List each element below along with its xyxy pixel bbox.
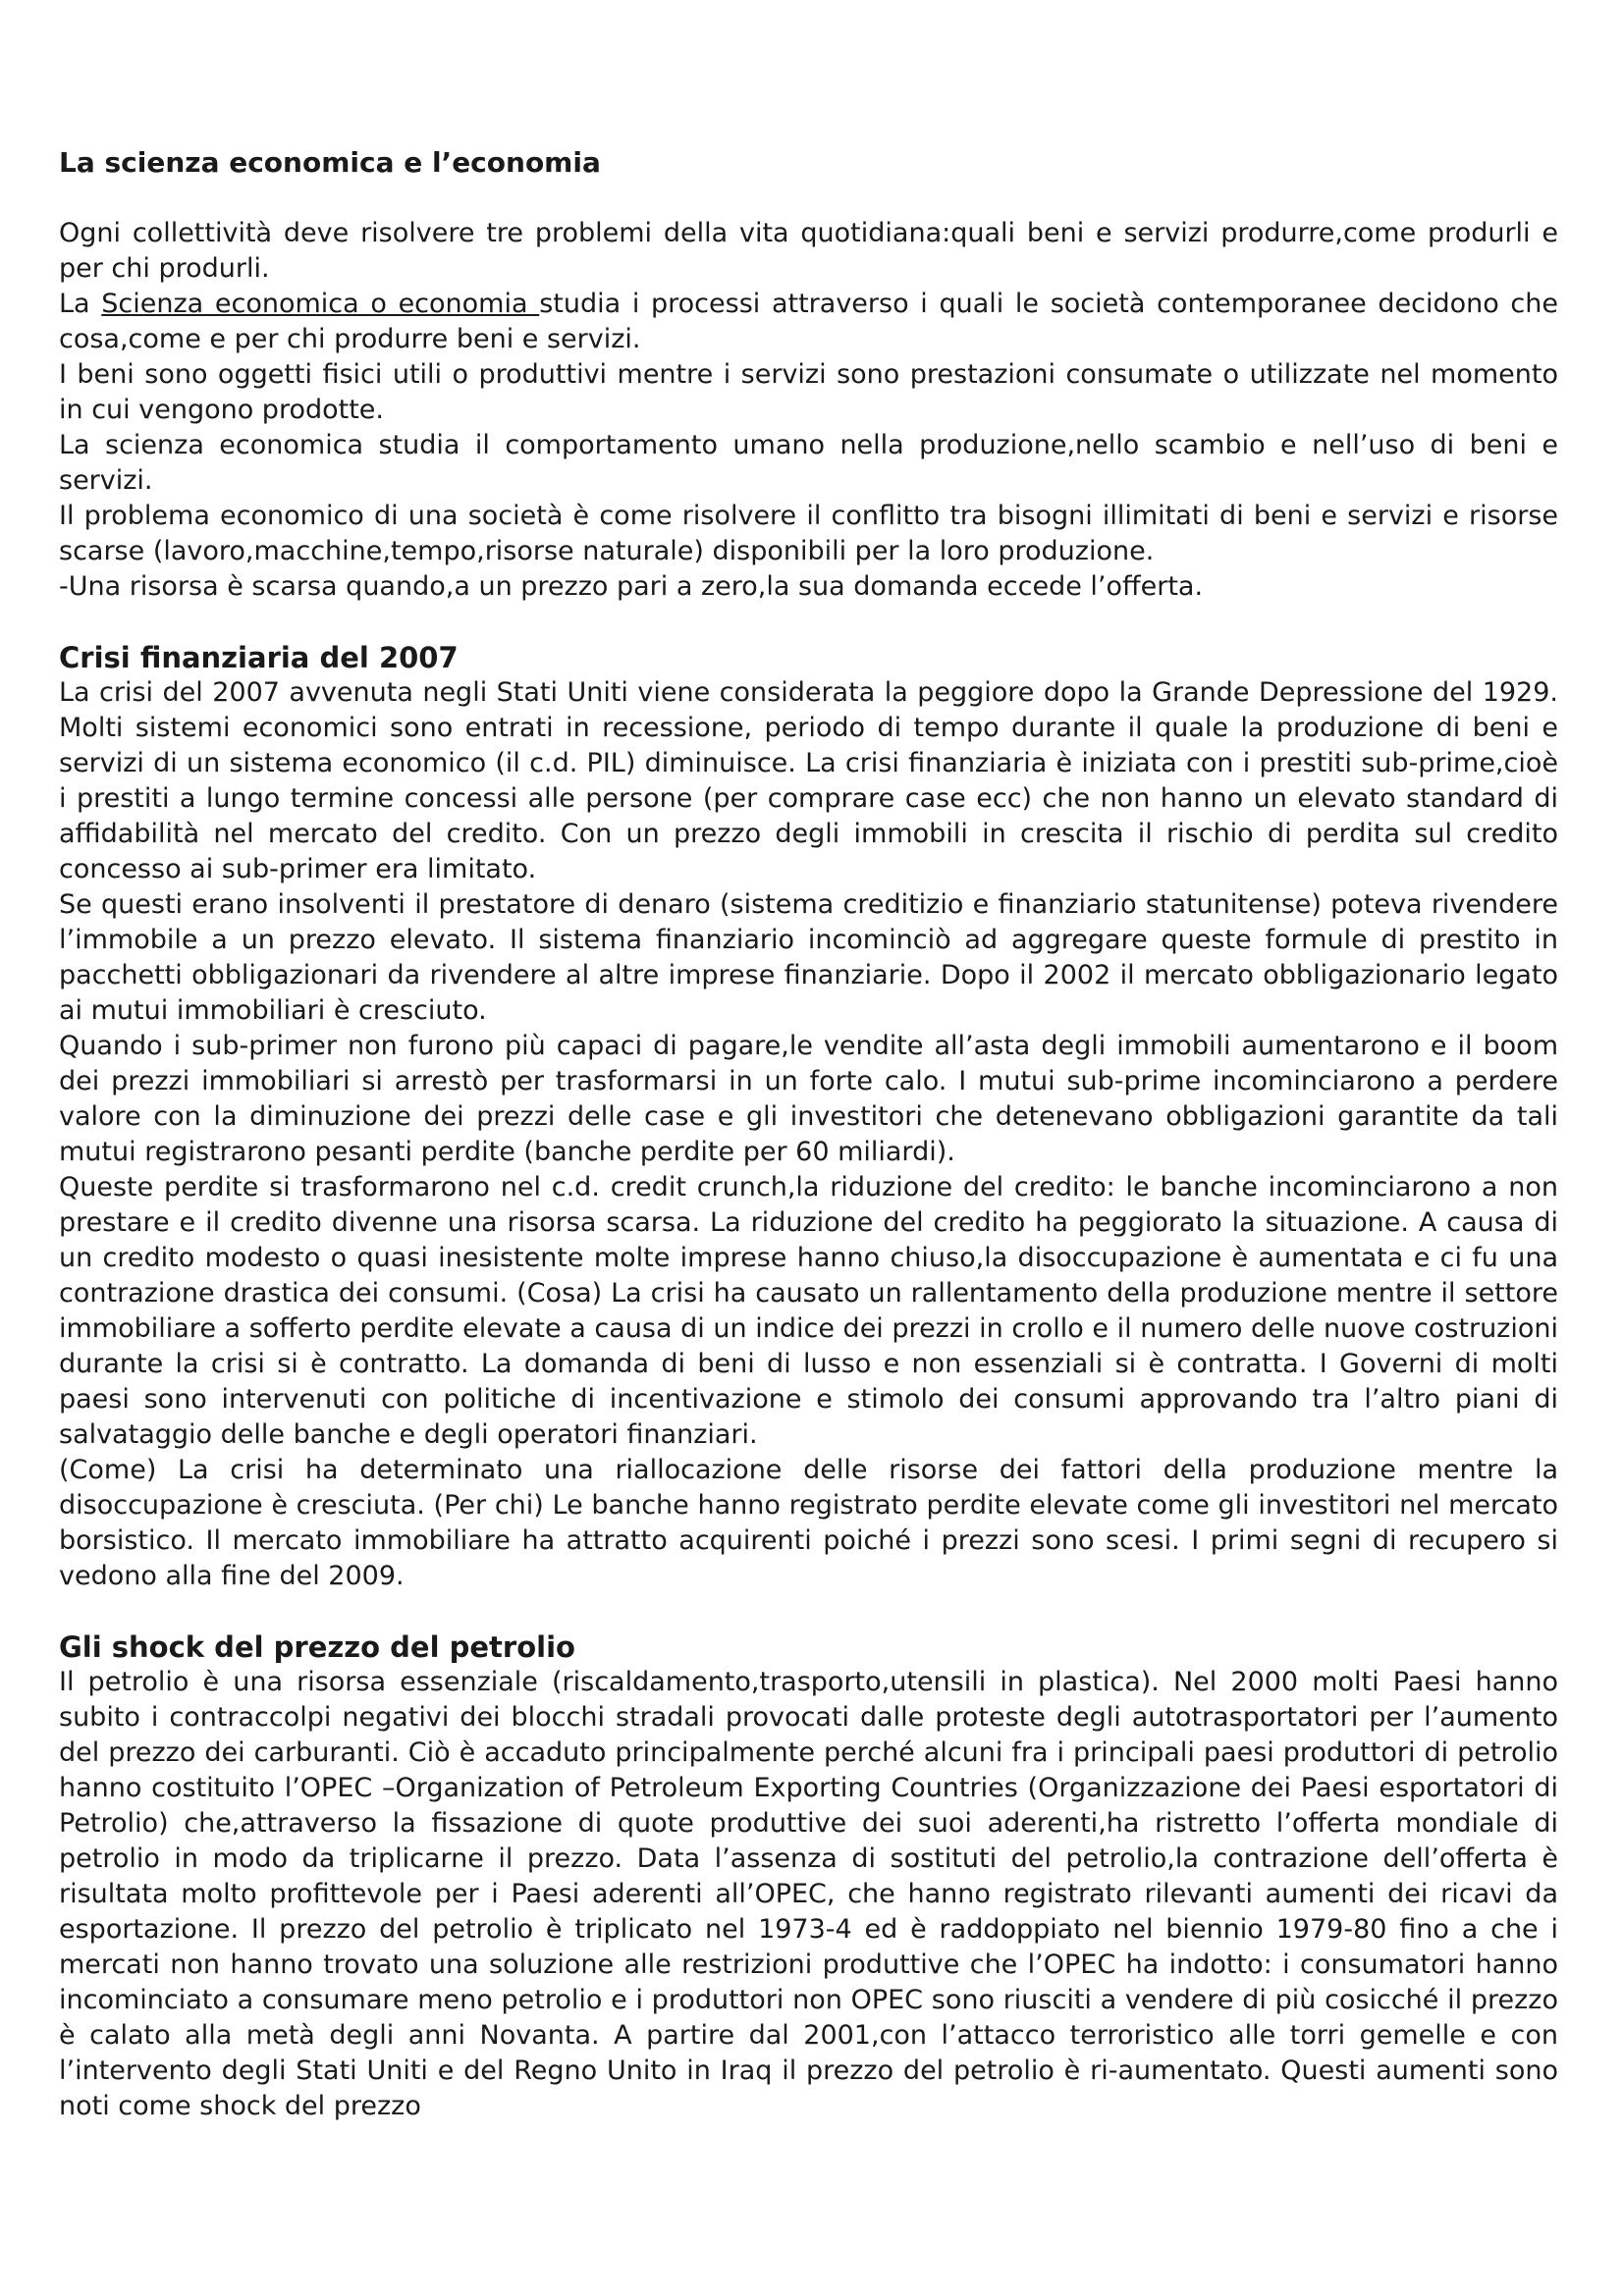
paragraph: La crisi del 2007 avvenuta negli Stati Uniti viene considerata la peggiore dopo la Grande Depressione del 1929. Molti sistemi economici sono entrati in recessione, periodo di tempo durante il quale la produzione di beni e servizi di un sistema economico (il c.d. PIL) diminuisce. La crisi finanziaria è iniziata con i prestiti sub-prime,cioè i prestiti a lungo termine concessi alle persone (per comprare case ecc) che non hanno un elevato standard di affidabilità nel mercato del credito. Con un prezzo degli immobili in crescita il rischio di perdita sul credito concesso ai sub-primer era limitato. (59, 677, 1558, 884)
section-heading: Gli shock del prezzo del petrolio (59, 1630, 575, 1664)
paragraph: Il petrolio è una risorsa essenziale (riscaldamento,trasporto,utensili in plastica). Nel 2000 molti Paesi hanno subito i contraccolpi negativi dei blocchi stradali provocati dalle proteste degli autotrasportatori per l’aumento del prezzo dei carburanti. Ciò è accaduto principalmente perché alcuni fra i principali paesi produttori di petrolio hanno costituito l’OPEC –Organization of Petroleum Exporting Countries (Organizzazione dei Paesi esportatori di Petrolio) che,attraverso la fissazione di quote produttive dei suoi aderenti,ha ristretto l’offerta mondiale di petrolio in modo da triplicarne il prezzo. Data l’assenza di sostituti del petrolio,la contrazione dell’offerta è risultata molto profittevole per i Paesi aderenti all’OPEC, che hanno registrato rilevanti aumenti dei ricavi da esportazione. Il prezzo del petrolio è triplicato nel 1973-4 ed è raddoppiato nel biennio 1979-80 fino a che i mercati non hanno trovato una soluzione alle restrizioni produttive che l’OPEC ha indotto: i consumatori hanno incominciato a consumare meno petrolio e i produttori non OPEC sono riusciti a vendere di più cosicché il prezzo è calato alla metà degli anni Novanta. A partire dal 2001,con l’attacco terroristico alle torri gemelle e con l’intervento degli Stati Uniti e del Regno Unito in Iraq il prezzo del petrolio è ri-aumentato. Questi aumenti sono noti come shock del prezzo (59, 1667, 1558, 2121)
paragraph: Ogni collettività deve risolvere tre problemi della vita quotidiana:quali beni e servizi produrre,come produrli e per chi produrli. (59, 218, 1558, 284)
paragraph (59, 287, 1558, 357)
paragraph: Queste perdite si trasformarono nel c.d. credit crunch,la riduzione del credito: le banche incominciarono a non prestare e il credito divenne una risorsa scarsa. La riduzione del credito ha peggiorato la situazione. A causa di un credito modesto o quasi inesistente molte imprese hanno chiuso,la disoccupazione è aumentata e ci fu una contrazione drastica dei consumi. (Cosa) La crisi ha causato un rallentamento della produzione mentre il settore immobiliare a sofferto perdite elevate a causa di un indice dei prezzi in crollo e il numero delle nuove costruzioni durante la crisi si è contratto. La domanda di beni di lusso e non essenziali si è contratta. I Governi di molti paesi sono intervenuti con politiche di incentivazione e stimolo dei consumi approvando tra l’altro piani di salvataggio delle banche e degli operatori finanziari. (59, 1172, 1558, 1450)
paragraph: Se questi erano insolventi il prestatore di denaro (sistema creditizio e finanziario statunitense) poteva rivendere l’immobile a un prezzo elevato. Il sistema finanziario incominciò ad aggregare queste formule di prestito in pacchetti obbligazionari da rivendere al altre imprese finanziarie. Dopo il 2002 il mercato obbligazionario legato ai mutui immobiliari è cresciuto. (59, 889, 1558, 1026)
paragraph: (Come) La crisi ha determinato una riallocazione delle risorse dei fattori della produzione mentre la disoccupazione è cresciuta. (Per chi) Le banche hanno registrato perdite elevate come gli investitori nel mercato borsistico. Il mercato immobiliare ha attratto acquirenti poiché i prezzi sono scesi. I primi segni di recupero si vedono alla fine del 2009. (59, 1455, 1558, 1591)
paragraph: La scienza economica studia il comportamento umano nella produzione,nello scambio e nell’uso di beni e servizi. (59, 430, 1558, 496)
paragraph: Quando i sub-primer non furono più capaci di pagare,le vendite all’asta degli immobili aumentarono e il boom dei prezzi immobiliari si arrestò per trasformarsi in un forte calo. I mutui sub-prime incominciarono a perdere valore con la diminuzione dei prezzi delle case e gli investitori che detenevano obbligazioni garantite da tali mutui registrarono pesanti perdite (banche perdite per 60 miliardi). (59, 1031, 1558, 1167)
document-page (59, 145, 1558, 2124)
spacer (59, 605, 1558, 640)
paragraph: Il problema economico di una società è come risolvere il conflitto tra bisogni illimitati di beni e servizi e risorse scarse (lavoro,macchine,tempo,risorse naturale) disponibili per la loro produzione. (59, 501, 1558, 566)
paragraph-rest: studia i processi attraverso i quali le società contemporanee decidono che cosa,come e per chi produrre beni e servizi. (59, 289, 1559, 354)
spacer (59, 1594, 1558, 1629)
paragraph: I beni sono oggetti fisici utili o produttivi mentre i servizi sono prestazioni consumate o utilizzate nel momento in cui vengono prodotte. (59, 359, 1558, 425)
section-heading: Crisi finanziaria del 2007 (59, 641, 459, 674)
paragraph: -Una risorsa è scarsa quando,a un prezzo pari a zero,la sua domanda eccede l’offerta. (59, 571, 1204, 602)
document-title: La scienza economica e l’economia (59, 146, 601, 179)
paragraph-prefix: La (59, 289, 102, 319)
underlined-term: Scienza economica o economia (101, 289, 540, 319)
